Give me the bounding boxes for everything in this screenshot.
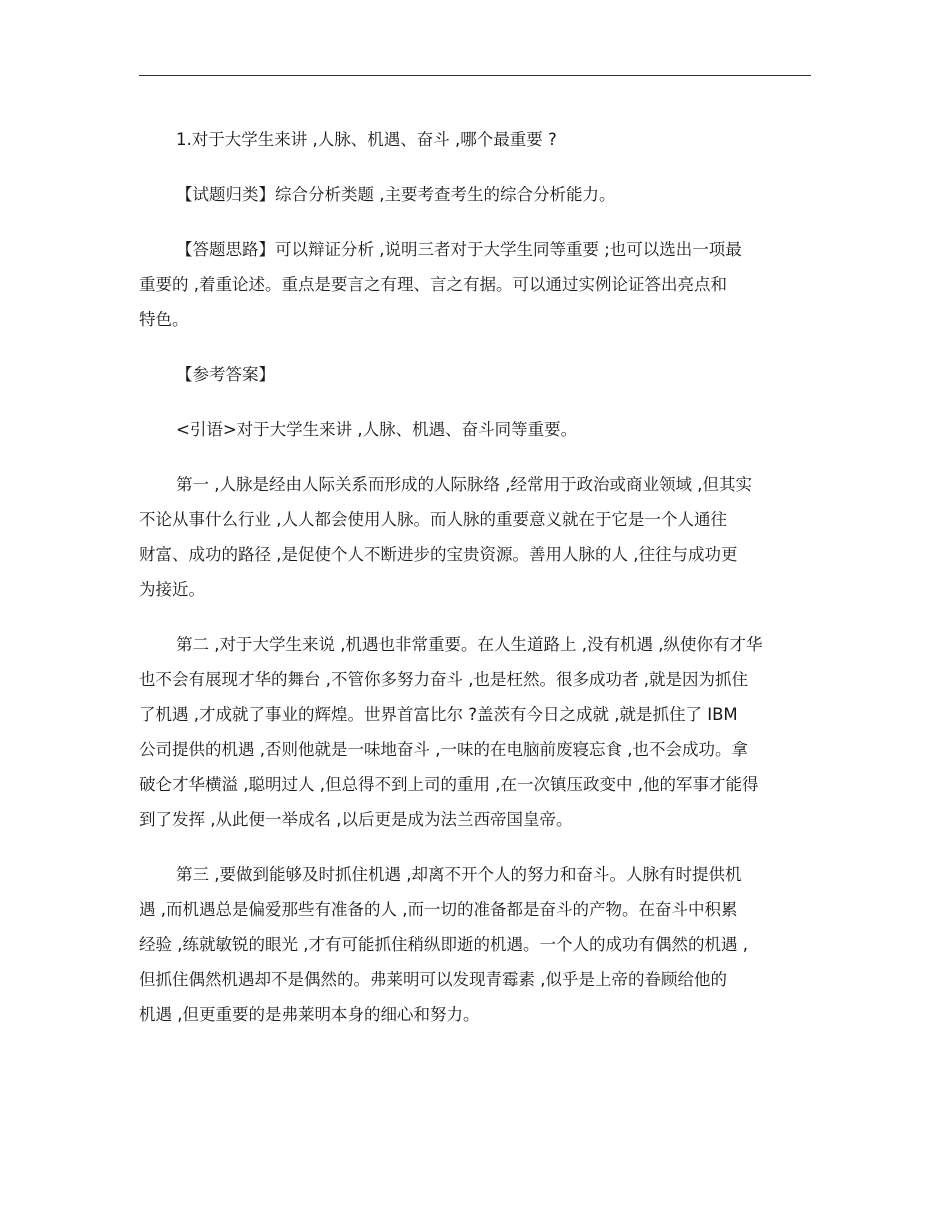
approach-line: 特色。 xyxy=(139,310,189,329)
category-line: 【试题归类】综合分析类题 ,主要考查考生的综合分析能力。 xyxy=(176,185,616,204)
paragraph-line: 了机遇 ,才成就了事业的辉煌。世界首富比尔 ?盖茨有今日之成就 ,就是抓住了 IBM xyxy=(139,705,738,724)
paragraph-line: 财富、成功的路径 ,是促使个人不断进步的宝贵资源。善用人脉的人 ,往往与成功更 xyxy=(139,545,738,564)
reference-heading-text: 【参考答案】 xyxy=(176,365,275,384)
question-line: 1.对于大学生来讲 ,人脉、机遇、奋斗 ,哪个最重要 ? xyxy=(176,130,557,149)
reference-heading xyxy=(139,357,811,392)
paragraph-line: 第三 ,要做到能够及时抓住机遇 ,却离不开个人的努力和奋斗。人脉有时提供机 xyxy=(176,865,742,884)
category-paragraph xyxy=(139,177,811,212)
paragraph-line: 机遇 ,但更重要的是弗莱明本身的细心和努力。 xyxy=(139,1005,480,1024)
paragraph-line: 经验 ,练就敏锐的眼光 ,才有可能抓住稍纵即逝的机遇。一个人的成功有偶然的机遇 , xyxy=(139,935,748,954)
header-rule xyxy=(139,75,811,76)
paragraph-line: 也不会有展现才华的舞台 ,不管你多努力奋斗 ,也是枉然。很多成功者 ,就是因为抓住 xyxy=(139,670,748,689)
approach-paragraph xyxy=(139,232,811,337)
intro-line: <引语>对于大学生来讲 ,人脉、机遇、奋斗同等重要。 xyxy=(176,420,578,439)
paragraph-line: 公司提供的机遇 ,否则他就是一味地奋斗 ,一味的在电脑前废寝忘食 ,也不会成功。拿 xyxy=(139,740,748,759)
paragraph-line: 为接近。 xyxy=(139,580,205,599)
paragraph-line: 到了发挥 ,从此便一举成名 ,以后更是成为法兰西帝国皇帝。 xyxy=(139,810,573,829)
paragraph-renmai xyxy=(139,467,811,607)
paragraph-line: 第一 ,人脉是经由人际关系而形成的人际脉络 ,经常用于政治或商业领域 ,但其实 xyxy=(176,475,752,494)
approach-line: 重要的 ,着重论述。重点是要言之有理、言之有据。可以通过实例论证答出亮点和 xyxy=(139,275,727,294)
question-title xyxy=(139,122,811,157)
document-body xyxy=(139,122,811,1052)
paragraph-line: 第二 ,对于大学生来说 ,机遇也非常重要。在人生道路上 ,没有机遇 ,纵使你有才华 xyxy=(176,635,763,654)
intro-paragraph xyxy=(139,412,811,447)
paragraph-fendou xyxy=(139,857,811,1032)
paragraph-line: 不论从事什么行业 ,人人都会使用人脉。而人脉的重要意义就在于它是一个人通往 xyxy=(139,510,727,529)
approach-line: 【答题思路】可以辩证分析 ,说明三者对于大学生同等重要 ;也可以选出一项最 xyxy=(176,240,742,259)
paragraph-line: 但抓住偶然机遇却不是偶然的。弗莱明可以发现青霉素 ,似乎是上帝的眷顾给他的 xyxy=(139,970,727,989)
paragraph-line: 破仑才华横溢 ,聪明过人 ,但总得不到上司的重用 ,在一次镇压政变中 ,他的军事才能得 xyxy=(139,775,759,794)
paragraph-jiyu xyxy=(139,627,811,837)
paragraph-line: 遇 ,而机遇总是偏爱那些有准备的人 ,而一切的准备都是奋斗的产物。在奋斗中积累 xyxy=(139,900,738,919)
